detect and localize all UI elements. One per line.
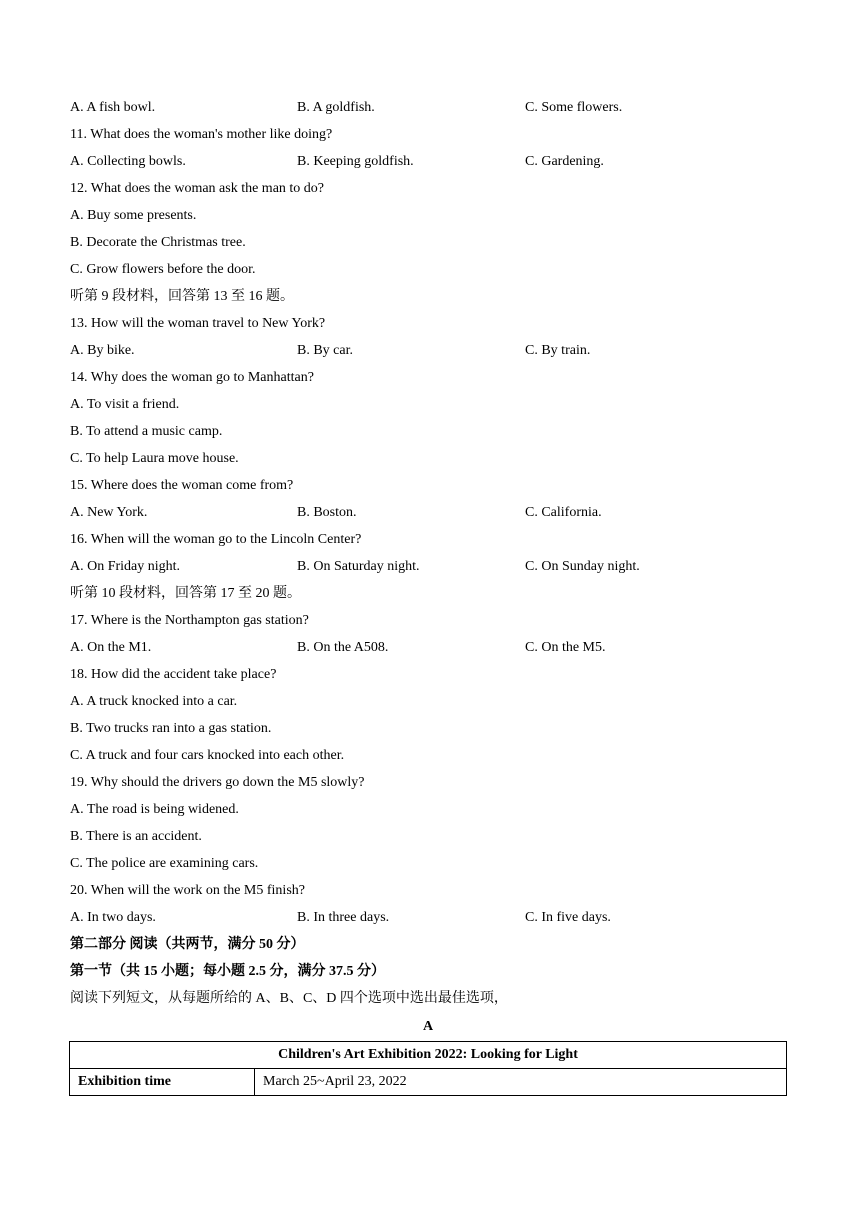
- option-b: B. Boston.: [297, 505, 357, 520]
- option-a: A. In two days.: [70, 910, 156, 925]
- table-row: [70, 1069, 787, 1096]
- option-row: [70, 557, 790, 577]
- option-b: B. Keeping goldfish.: [297, 154, 414, 169]
- option-b: B. In three days.: [297, 910, 390, 925]
- text-line: 13. How will the woman travel to New York?: [70, 316, 326, 331]
- option-b: B. By car.: [297, 343, 353, 358]
- passage-letter: A: [422, 1019, 434, 1034]
- option-c: C. On the M5.: [525, 640, 606, 655]
- table-row-label: Exhibition time: [70, 1069, 255, 1096]
- option-a: A. A fish bowl.: [70, 100, 156, 115]
- option-b: B. On Saturday night.: [297, 559, 420, 574]
- text-line: B. To attend a music camp.: [70, 424, 223, 439]
- option-a: A. On the M1.: [70, 640, 152, 655]
- text-line: C. To help Laura move house.: [70, 451, 239, 466]
- text-line: C. Grow flowers before the door.: [70, 262, 256, 277]
- text-line: 阅读下列短文，从每题所给的 A、B、C、D 四个选项中选出最佳选项，: [70, 991, 508, 1006]
- text-line: A. To visit a friend.: [70, 397, 180, 412]
- option-c: C. California.: [525, 505, 602, 520]
- text-line: B. Two trucks ran into a gas station.: [70, 721, 272, 736]
- option-row: [70, 98, 790, 118]
- option-a: A. New York.: [70, 505, 148, 520]
- option-row: [70, 638, 790, 658]
- option-a: A. Collecting bowls.: [70, 154, 186, 169]
- text-line: B. There is an accident.: [70, 829, 202, 844]
- option-row: [70, 503, 790, 523]
- text-line: 听第 9 段材料，回答第 13 至 16 题。: [70, 289, 294, 304]
- table-header-row: [70, 1042, 787, 1069]
- text-line: 16. When will the woman go to the Lincoln Center?: [70, 532, 362, 547]
- text-line: 15. Where does the woman come from?: [70, 478, 294, 493]
- text-line: 20. When will the work on the M5 finish?: [70, 883, 305, 898]
- text-line: 12. What does the woman ask the man to do?: [70, 181, 325, 196]
- text-line: A. The road is being widened.: [70, 802, 239, 817]
- text-line: 17. Where is the Northampton gas station?: [70, 613, 309, 628]
- text-line: 听第 10 段材料，回答第 17 至 20 题。: [70, 586, 301, 601]
- text-line: C. The police are examining cars.: [70, 856, 259, 871]
- exhibition-table: [69, 1041, 787, 1096]
- option-c: C. By train.: [525, 343, 591, 358]
- text-line: 18. How did the accident take place?: [70, 667, 277, 682]
- option-row: [70, 908, 790, 928]
- option-c: C. Some flowers.: [525, 100, 623, 115]
- table-title: Children's Art Exhibition 2022: Looking for Light: [70, 1042, 787, 1069]
- option-c: C. In five days.: [525, 910, 611, 925]
- option-c: C. On Sunday night.: [525, 559, 640, 574]
- option-b: B. A goldfish.: [297, 100, 375, 115]
- option-c: C. Gardening.: [525, 154, 604, 169]
- option-row: [70, 341, 790, 361]
- option-a: A. On Friday night.: [70, 559, 181, 574]
- section-heading: 第二部分 阅读（共两节，满分 50 分）: [70, 937, 305, 952]
- table-row-value: March 25~April 23, 2022: [255, 1069, 787, 1096]
- option-a: A. By bike.: [70, 343, 135, 358]
- text-line: C. A truck and four cars knocked into each other.: [70, 748, 345, 763]
- text-line: B. Decorate the Christmas tree.: [70, 235, 246, 250]
- option-b: B. On the A508.: [297, 640, 389, 655]
- section-heading: 第一节（共 15 小题；每小题 2.5 分，满分 37.5 分）: [70, 964, 385, 979]
- text-line: 14. Why does the woman go to Manhattan?: [70, 370, 314, 385]
- option-row: [70, 152, 790, 172]
- text-line: 19. Why should the drivers go down the M5 slowly?: [70, 775, 365, 790]
- text-line: A. A truck knocked into a car.: [70, 694, 238, 709]
- text-line: A. Buy some presents.: [70, 208, 197, 223]
- text-line: 11. What does the woman's mother like doing?: [70, 127, 333, 142]
